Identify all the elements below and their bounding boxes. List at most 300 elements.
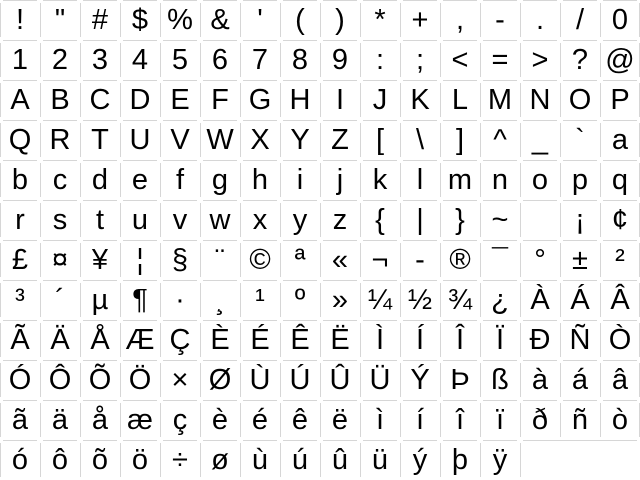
glyph: o — [531, 164, 549, 196]
glyph-cell — [200, 400, 240, 440]
glyph-cell — [200, 360, 240, 400]
glyph-cell — [80, 280, 120, 320]
glyph: ó — [11, 444, 29, 476]
glyph: é — [251, 404, 269, 436]
glyph: B — [50, 84, 70, 116]
glyph-cell — [400, 400, 440, 440]
glyph: " — [54, 4, 66, 36]
glyph: ú — [291, 444, 309, 476]
glyph: Ç — [169, 324, 191, 356]
glyph-cell — [200, 200, 240, 240]
glyph: t — [95, 204, 105, 236]
glyph-cell — [400, 160, 440, 200]
glyph-cell — [40, 440, 80, 480]
glyph-cell — [520, 160, 560, 200]
glyph-cell — [480, 200, 520, 240]
glyph: 7 — [251, 44, 269, 76]
glyph: º — [294, 284, 306, 316]
glyph-cell — [360, 40, 400, 80]
glyph: ] — [455, 124, 465, 156]
glyph: l — [416, 164, 424, 196]
glyph: c — [52, 164, 68, 196]
glyph: Ñ — [569, 324, 591, 356]
glyph: e — [131, 164, 149, 196]
glyph-cell — [80, 80, 120, 120]
glyph-cell — [320, 320, 360, 360]
glyph-cell — [600, 240, 640, 280]
glyph: m — [447, 164, 473, 196]
glyph: r — [15, 204, 25, 236]
glyph-cell — [480, 360, 520, 400]
glyph: Ë — [330, 324, 350, 356]
glyph-cell — [440, 320, 480, 360]
glyph: ü — [371, 444, 389, 476]
glyph-cell — [320, 400, 360, 440]
glyph-cell — [520, 40, 560, 80]
glyph-cell — [600, 400, 640, 440]
glyph: L — [451, 84, 469, 116]
glyph-cell — [280, 320, 320, 360]
glyph-cell — [40, 160, 80, 200]
glyph: K — [410, 84, 430, 116]
glyph: ¾ — [447, 284, 473, 316]
glyph-cell — [400, 320, 440, 360]
glyph-cell — [360, 400, 400, 440]
glyph-cell — [280, 400, 320, 440]
glyph-cell — [80, 440, 120, 480]
glyph: Ú — [289, 364, 311, 396]
glyph: ´ — [55, 284, 65, 316]
glyph: h — [251, 164, 269, 196]
glyph: % — [167, 4, 193, 36]
glyph: ò — [611, 404, 629, 436]
glyph: ¨ — [215, 244, 225, 276]
glyph-cell — [160, 80, 200, 120]
glyph-cell — [240, 360, 280, 400]
glyph-cell — [320, 200, 360, 240]
glyph-cell — [520, 320, 560, 360]
glyph-cell — [240, 120, 280, 160]
glyph: \ — [415, 124, 425, 156]
glyph: u — [131, 204, 149, 236]
glyph-cell — [240, 440, 280, 480]
glyph-cell — [400, 120, 440, 160]
glyph-cell — [280, 440, 320, 480]
glyph: _ — [531, 124, 549, 156]
glyph-cell — [240, 0, 280, 40]
glyph-cell — [40, 240, 80, 280]
glyph: Ø — [208, 364, 232, 396]
glyph-cell — [360, 280, 400, 320]
glyph-cell — [440, 440, 480, 480]
glyph: þ — [451, 444, 469, 476]
glyph-cell — [480, 440, 520, 480]
glyph: Y — [290, 124, 310, 156]
glyph: ^ — [493, 124, 507, 156]
glyph: ß — [491, 364, 509, 396]
glyph: ° — [534, 244, 546, 276]
glyph: 8 — [291, 44, 309, 76]
glyph-cell — [480, 240, 520, 280]
glyph-cell — [160, 120, 200, 160]
glyph-cell — [40, 0, 80, 40]
glyph-cell — [480, 280, 520, 320]
glyph: £ — [11, 244, 29, 276]
glyph-cell — [40, 320, 80, 360]
glyph-cell — [400, 80, 440, 120]
glyph-cell — [40, 360, 80, 400]
glyph-cell — [560, 120, 600, 160]
glyph-cell — [80, 0, 120, 40]
glyph: à — [531, 364, 549, 396]
glyph: µ — [91, 284, 109, 316]
glyph: ÷ — [172, 444, 188, 476]
glyph: A — [10, 84, 30, 116]
glyph-cell — [120, 40, 160, 80]
glyph-cell — [360, 240, 400, 280]
glyph: } — [455, 204, 465, 236]
glyph: Â — [610, 284, 630, 316]
glyph: * — [374, 4, 386, 36]
glyph-cell — [240, 320, 280, 360]
glyph: - — [495, 4, 505, 36]
glyph-cell — [0, 0, 40, 40]
glyph-cell — [440, 360, 480, 400]
glyph-cell — [400, 240, 440, 280]
glyph-cell — [80, 160, 120, 200]
glyph-cell — [240, 80, 280, 120]
glyph-cell — [80, 120, 120, 160]
glyph: x — [252, 204, 268, 236]
glyph-cell — [360, 320, 400, 360]
glyph-cell — [120, 120, 160, 160]
glyph-cell — [160, 280, 200, 320]
glyph-cell — [520, 400, 560, 440]
glyph-cell — [280, 0, 320, 40]
glyph: I — [335, 84, 345, 116]
glyph-cell — [400, 200, 440, 240]
glyph: è — [211, 404, 229, 436]
glyph: ½ — [407, 284, 433, 316]
glyph: P — [610, 84, 630, 116]
glyph: × — [171, 364, 189, 396]
glyph: ý — [412, 444, 428, 476]
glyph: R — [49, 124, 71, 156]
glyph: 2 — [51, 44, 69, 76]
glyph: i — [296, 164, 304, 196]
glyph: O — [568, 84, 592, 116]
glyph: ¤ — [51, 244, 69, 276]
glyph: Ò — [608, 324, 632, 356]
glyph: > — [531, 44, 549, 76]
glyph: J — [372, 84, 388, 116]
glyph-cell — [120, 160, 160, 200]
glyph: 6 — [211, 44, 229, 76]
glyph: & — [210, 4, 230, 36]
glyph-cell — [160, 360, 200, 400]
glyph: Ê — [290, 324, 310, 356]
glyph: È — [210, 324, 230, 356]
glyph-cell — [280, 160, 320, 200]
glyph-cell — [120, 360, 160, 400]
glyph: F — [211, 84, 229, 116]
glyph-cell — [280, 280, 320, 320]
glyph-cell — [240, 280, 280, 320]
glyph: ! — [15, 4, 25, 36]
glyph: 4 — [131, 44, 149, 76]
glyph: @ — [605, 44, 635, 76]
glyph-cell — [320, 440, 360, 480]
glyph: q — [611, 164, 629, 196]
glyph: Ð — [529, 324, 551, 356]
glyph: ¥ — [91, 244, 109, 276]
glyph-cell — [240, 40, 280, 80]
glyph: ù — [251, 444, 269, 476]
glyph-cell — [520, 120, 560, 160]
glyph-cell — [80, 200, 120, 240]
glyph-cell — [120, 240, 160, 280]
glyph-cell — [400, 280, 440, 320]
glyph-cell — [280, 240, 320, 280]
glyph-cell — [560, 320, 600, 360]
glyph-cell — [160, 0, 200, 40]
glyph: N — [529, 84, 551, 116]
glyph: Î — [455, 324, 465, 356]
glyph: 9 — [331, 44, 349, 76]
glyph: n — [491, 164, 509, 196]
glyph: ' — [257, 4, 263, 36]
glyph-cell — [160, 440, 200, 480]
glyph-cell — [560, 400, 600, 440]
glyph-cell — [480, 320, 520, 360]
glyph-cell — [240, 240, 280, 280]
glyph-cell — [280, 360, 320, 400]
glyph: j — [336, 164, 344, 196]
glyph: b — [11, 164, 29, 196]
glyph: 3 — [91, 44, 109, 76]
glyph: - — [415, 244, 425, 276]
glyph: » — [331, 284, 349, 316]
glyph-cell — [360, 80, 400, 120]
glyph-cell — [600, 160, 640, 200]
glyph-cell — [120, 0, 160, 40]
glyph: D — [129, 84, 151, 116]
glyph-cell — [160, 160, 200, 200]
glyph: Ù — [249, 364, 271, 396]
glyph-cell — [80, 360, 120, 400]
glyph-cell — [360, 200, 400, 240]
glyph-cell — [600, 280, 640, 320]
glyph: H — [289, 84, 311, 116]
glyph-cell — [600, 0, 640, 40]
glyph-cell — [440, 0, 480, 40]
glyph-cell — [440, 80, 480, 120]
glyph: = — [491, 44, 509, 76]
glyph-cell — [160, 200, 200, 240]
glyph: ê — [291, 404, 309, 436]
glyph: ² — [615, 244, 625, 276]
glyph: ÿ — [492, 444, 508, 476]
glyph-cell — [320, 160, 360, 200]
glyph-cell — [400, 40, 440, 80]
glyph: f — [175, 164, 185, 196]
glyph: p — [571, 164, 589, 196]
glyph: ¬ — [371, 244, 389, 276]
glyph: Ì — [375, 324, 385, 356]
glyph-cell — [520, 0, 560, 40]
glyph-cell — [440, 120, 480, 160]
glyph: Á — [570, 284, 590, 316]
glyph: z — [332, 204, 348, 236]
glyph: Ä — [50, 324, 70, 356]
glyph-cell — [40, 200, 80, 240]
glyph-cell — [520, 80, 560, 120]
glyph: ø — [211, 444, 229, 476]
glyph: Û — [329, 364, 351, 396]
glyph-cell — [360, 440, 400, 480]
glyph-cell — [120, 80, 160, 120]
glyph: C — [89, 84, 111, 116]
glyph: ñ — [571, 404, 589, 436]
glyph-cell — [40, 80, 80, 120]
glyph: ¢ — [611, 204, 629, 236]
glyph-cell — [440, 160, 480, 200]
glyph-cell — [320, 80, 360, 120]
glyph-cell — [80, 240, 120, 280]
glyph: Ý — [410, 364, 430, 396]
glyph: k — [372, 164, 388, 196]
glyph: ¶ — [132, 284, 148, 316]
glyph-cell — [480, 0, 520, 40]
glyph: Ó — [8, 364, 32, 396]
glyph: ( — [295, 4, 305, 36]
glyph-cell — [160, 320, 200, 360]
glyph-cell — [560, 200, 600, 240]
glyph-cell — [200, 0, 240, 40]
glyph: « — [331, 244, 349, 276]
glyph-cell — [600, 320, 640, 360]
glyph-cell — [560, 360, 600, 400]
glyph: # — [91, 4, 109, 36]
glyph-cell — [600, 120, 640, 160]
glyph: E — [170, 84, 190, 116]
glyph: Z — [331, 124, 349, 156]
glyph: ¦ — [136, 244, 144, 276]
glyph: § — [171, 244, 189, 276]
glyph-cell — [80, 400, 120, 440]
glyph: $ — [131, 4, 149, 36]
glyph-cell — [560, 40, 600, 80]
glyph: í — [415, 404, 425, 436]
glyph-cell — [0, 280, 40, 320]
glyph: V — [170, 124, 190, 156]
glyph-cell — [600, 80, 640, 120]
glyph-cell — [160, 400, 200, 440]
glyph-cell — [200, 440, 240, 480]
glyph: [ — [375, 124, 385, 156]
glyph: < — [451, 44, 469, 76]
glyph: Ü — [369, 364, 391, 396]
glyph: · — [175, 284, 185, 316]
glyph: Õ — [88, 364, 112, 396]
glyph-cell — [280, 80, 320, 120]
glyph: ë — [331, 404, 349, 436]
glyph: X — [250, 124, 270, 156]
glyph-cell — [320, 0, 360, 40]
glyph-cell — [200, 80, 240, 120]
glyph-cell — [0, 120, 40, 160]
glyph: M — [487, 84, 513, 116]
glyph-cell — [40, 120, 80, 160]
glyph-cell — [440, 200, 480, 240]
glyph: a — [611, 124, 629, 156]
glyph: d — [91, 164, 109, 196]
glyph-cell — [0, 360, 40, 400]
glyph-cell — [80, 320, 120, 360]
glyph-cell — [400, 360, 440, 400]
glyph: 0 — [611, 4, 629, 36]
glyph-cell — [440, 40, 480, 80]
glyph-cell — [120, 440, 160, 480]
glyph-cell — [0, 320, 40, 360]
glyph-cell — [520, 360, 560, 400]
glyph: Æ — [125, 324, 155, 356]
glyph: , — [455, 4, 465, 36]
glyph-cell — [560, 0, 600, 40]
glyph-cell — [240, 200, 280, 240]
glyph-cell — [480, 120, 520, 160]
glyph: À — [530, 284, 550, 316]
glyph: ï — [495, 404, 505, 436]
glyph: © — [249, 244, 271, 276]
glyph-cell — [600, 40, 640, 80]
glyph-cell — [480, 400, 520, 440]
glyph-cell — [40, 40, 80, 80]
glyph: Å — [90, 324, 110, 356]
glyph: ¸ — [215, 284, 225, 316]
glyph: 1 — [11, 44, 29, 76]
glyph: w — [209, 204, 231, 236]
glyph: Í — [415, 324, 425, 356]
glyph: Ï — [495, 324, 505, 356]
glyph-cell — [240, 400, 280, 440]
glyph-cell — [160, 240, 200, 280]
glyph-cell — [0, 240, 40, 280]
glyph-cell — [200, 320, 240, 360]
glyph-cell — [280, 40, 320, 80]
glyph: W — [206, 124, 234, 156]
glyph: ) — [335, 4, 345, 36]
glyph: 5 — [171, 44, 189, 76]
glyph: : — [375, 44, 385, 76]
glyph-cell — [560, 280, 600, 320]
glyph: Ö — [128, 364, 152, 396]
glyph-cell — [320, 240, 360, 280]
glyph-cell — [480, 40, 520, 80]
glyph: . — [535, 4, 545, 36]
glyph-cell — [0, 200, 40, 240]
glyph: s — [52, 204, 68, 236]
glyph-cell — [0, 40, 40, 80]
glyph-cell — [40, 280, 80, 320]
glyph-cell — [280, 200, 320, 240]
glyph: õ — [91, 444, 109, 476]
glyph-cell — [560, 240, 600, 280]
glyph: y — [292, 204, 308, 236]
glyph-cell — [280, 120, 320, 160]
glyph: ± — [572, 244, 588, 276]
glyph: ? — [571, 44, 589, 76]
